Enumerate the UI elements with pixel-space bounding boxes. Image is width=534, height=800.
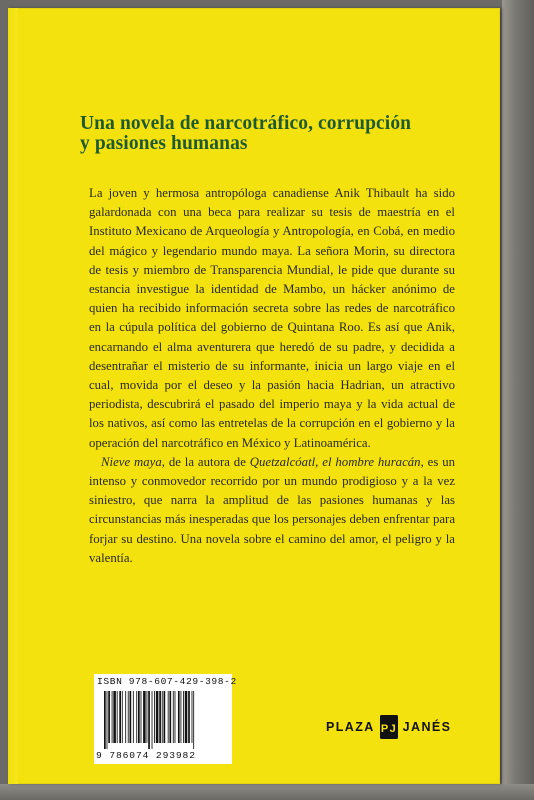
- barcode-bar: [162, 691, 163, 743]
- barcode-bars: [104, 691, 226, 749]
- barcode-bar: [117, 691, 118, 743]
- barcode-bar: [104, 691, 106, 749]
- pj-monogram-text: PJ: [380, 723, 397, 735]
- barcode-bar: [130, 691, 132, 743]
- barcode-bar: [181, 691, 182, 743]
- barcode-bar: [136, 691, 137, 743]
- spine-fold: [8, 8, 18, 784]
- cover-headline: [80, 114, 480, 154]
- barcode-digits: 9 786074 293982: [96, 750, 196, 761]
- author-work-reference: Quetzalcóatl, el hombre huracán: [249, 454, 421, 469]
- barcode-bar: [192, 691, 193, 743]
- barcode-bar: [178, 691, 180, 743]
- barcode-bar: [122, 691, 123, 743]
- barcode-bar: [168, 691, 169, 743]
- barcode-bar: [119, 691, 121, 743]
- isbn-label: ISBN 978-607-429-398-2: [97, 676, 237, 687]
- table-surface-right: [502, 0, 534, 800]
- book-title-reference: Nieve maya: [101, 454, 162, 469]
- barcode-bar: [164, 691, 166, 743]
- synopsis-paragraph-2: [89, 453, 455, 568]
- barcode-bar: [175, 691, 176, 743]
- isbn-barcode: [94, 674, 237, 764]
- barcode-bar: [128, 691, 129, 743]
- table-surface-bottom: [0, 784, 534, 800]
- barcode-bar: [141, 691, 142, 743]
- headline-line-2: y pasiones humanas: [80, 133, 248, 154]
- publisher-name-left: PLAZA: [326, 720, 375, 734]
- barcode-bar: [185, 691, 188, 743]
- synopsis-text-segment: , de la autora de: [161, 454, 250, 469]
- barcode-bar: [125, 691, 126, 743]
- synopsis-paragraph-1: La joven y hermosa antropóloga canadiense Anik Thibault ha sido galardonada con una beca para realizar su tesis de maestría en el Instituto Mexicano de Arqueología y Antropología, en Cobá, en medio del mágico y legendario mundo maya. La señora Morin, su directora de tesis y miembro de Transparencia Mundial, le pide que durante su estancia investigue la identidad de Mambo, un hácker anónimo de quien ha recibido información secreta sobre las redes de narcotráfico en la cúpula política del gobierno de Quintana Roo. Es así que Anik, encarnando el alma aventurera que heredó de su padre, y decidida a desentrañar el misterio de su informante, inicia un largo viaje en el cual, movida por el deseo y la pasión hacia Hadrian, un atractivo periodista, descubrirá el pasado del imperio maya y la vida actual de los nativos, así como las entretelas de la corrupción en el gobierno y la operación del narcotráfico en México y Latinoamérica.: [89, 186, 455, 450]
- synopsis: [89, 184, 455, 568]
- barcode-bar: [183, 691, 184, 743]
- barcode-bar: [173, 691, 174, 743]
- barcode-bar: [133, 691, 134, 743]
- pj-monogram-icon: [380, 715, 398, 739]
- publisher-logo: [326, 714, 451, 740]
- barcode-bar: [107, 691, 108, 749]
- barcode-bar: [143, 691, 146, 743]
- publisher-name-right: JANÉS: [402, 720, 452, 734]
- barcode-bar: [147, 691, 148, 743]
- barcode-bar: [159, 691, 161, 743]
- book-back-cover: [8, 8, 500, 784]
- synopsis-text-segment: , es un intenso y conmovedor recorrido por un mundo prodigioso y a la vez siniestro, que narra la amplitud de las pasiones humanas y las circunstancias más inesperadas que los personajes deben enfrentar para forjar su destino. Una novela sobre el camino del amor, el peligro y la valentía.: [89, 454, 456, 565]
- barcode-bar: [193, 691, 194, 749]
- barcode-bar: [113, 691, 116, 743]
- barcode-bar: [138, 691, 140, 743]
- barcode-bar: [108, 691, 110, 743]
- headline-line-1: Una novela de narcotráfico, corrupción: [80, 113, 412, 134]
- barcode-bar: [156, 691, 159, 743]
- barcode-bar: [148, 691, 150, 749]
- barcode-bar: [154, 691, 155, 743]
- barcode-bar: [152, 691, 153, 749]
- barcode-bar: [188, 691, 190, 743]
- barcode-bar: [112, 691, 113, 743]
- barcode-bar: [169, 691, 171, 743]
